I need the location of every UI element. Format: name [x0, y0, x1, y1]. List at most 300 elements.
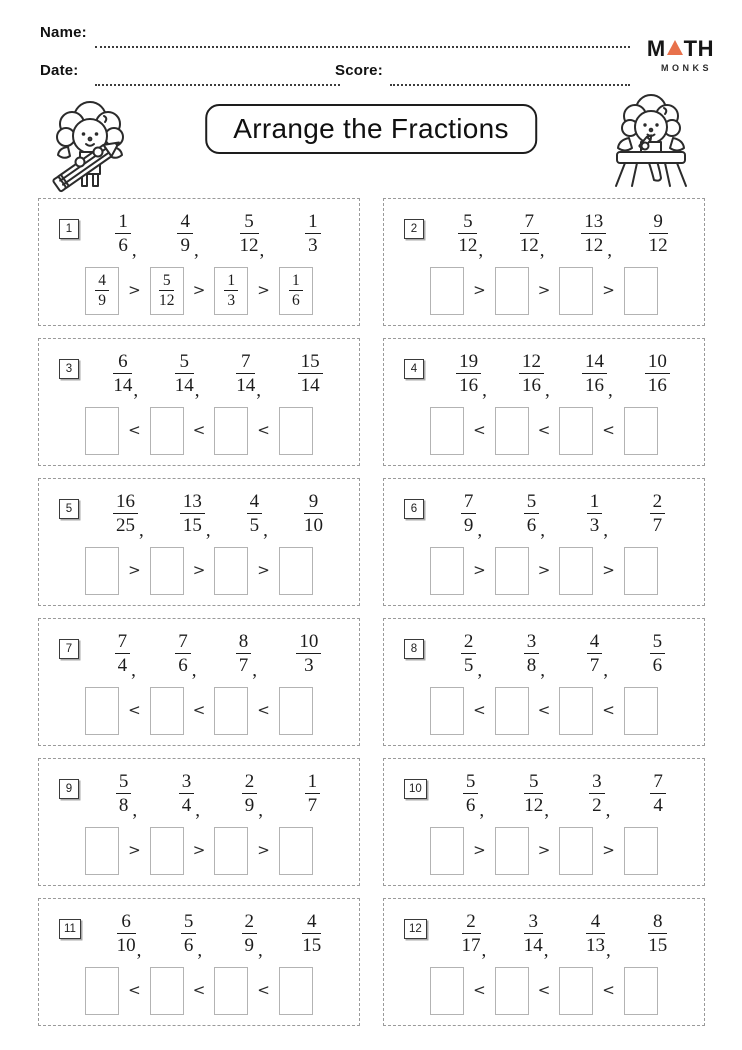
fraction-value	[116, 771, 132, 817]
fraction-value	[305, 211, 321, 257]
answer-box-empty[interactable]	[214, 547, 248, 595]
numerator: 5	[524, 771, 543, 794]
fraction-separator: ,	[607, 240, 612, 262]
denominator: 25	[116, 515, 136, 537]
name-field-line[interactable]	[95, 46, 630, 48]
answer-box-empty[interactable]	[150, 407, 184, 455]
problem-number: 4	[404, 359, 424, 379]
fraction-item	[179, 771, 201, 822]
fraction-separator: ,	[477, 660, 483, 682]
answer-row	[396, 967, 692, 1015]
numerator: 5	[650, 631, 666, 654]
answer-box-empty[interactable]	[85, 687, 119, 735]
denominator: 4	[117, 655, 128, 677]
answer-box-filled	[214, 267, 248, 315]
comparison-symbol: >	[192, 841, 206, 860]
problem-card	[38, 898, 360, 1026]
fraction-value	[179, 771, 195, 817]
denominator: 6	[465, 795, 476, 817]
answer-box-empty[interactable]	[214, 827, 248, 875]
problem-number: 9	[59, 779, 79, 799]
fraction-separator: ,	[545, 380, 550, 402]
problem-number: 3	[59, 359, 79, 379]
fraction-item	[115, 211, 137, 262]
answer-box-empty[interactable]	[430, 267, 464, 315]
fraction-separator: ,	[258, 940, 263, 962]
fraction-separator: ,	[603, 660, 608, 682]
answer-box-empty[interactable]	[430, 547, 464, 595]
answer-box-empty[interactable]	[495, 267, 529, 315]
numerator: 2	[650, 491, 666, 514]
fraction-value	[458, 211, 477, 257]
numerator: 4	[302, 911, 321, 934]
fraction-item	[648, 911, 667, 957]
fraction-separator: ,	[139, 520, 144, 542]
comparison-symbol: <	[537, 981, 551, 1000]
fraction-value	[462, 911, 481, 957]
answer-box-empty[interactable]	[150, 967, 184, 1015]
denominator: 5	[249, 515, 260, 537]
problem-statement	[396, 631, 692, 682]
answer-row	[396, 267, 692, 315]
comparison-symbol: >	[537, 841, 551, 860]
fraction-separator: ,	[132, 800, 138, 822]
fraction-separator: ,	[478, 240, 484, 262]
denominator: 9	[98, 292, 106, 310]
fraction-value	[113, 351, 132, 397]
fraction-item	[649, 211, 668, 257]
problem-statement	[51, 911, 347, 962]
fraction-separator: ,	[605, 800, 611, 822]
answer-box-empty[interactable]	[430, 407, 464, 455]
problem-number: 6	[404, 499, 424, 519]
fraction-value	[302, 911, 321, 957]
fraction-list	[429, 911, 692, 962]
problem-statement	[396, 491, 692, 542]
denominator: 6	[291, 292, 300, 310]
fraction-separator: ,	[258, 800, 263, 822]
numerator: 9	[304, 491, 323, 514]
comparison-symbol: <	[602, 701, 615, 720]
fraction-item	[458, 211, 484, 262]
answer-row	[51, 407, 347, 455]
fraction-item	[180, 491, 211, 542]
fraction-value	[650, 491, 666, 537]
fraction-value	[224, 272, 238, 310]
numerator: 1	[224, 272, 238, 291]
problem-card	[383, 758, 705, 886]
fraction-value	[648, 911, 667, 957]
fraction-separator: ,	[481, 940, 487, 962]
comparison-symbol: <	[473, 421, 486, 440]
denominator: 3	[589, 515, 600, 537]
fraction-separator: ,	[540, 660, 546, 682]
answer-box-empty[interactable]	[624, 547, 658, 595]
answer-box-empty[interactable]	[495, 547, 529, 595]
numerator: 2	[242, 771, 258, 794]
numerator: 5	[175, 351, 194, 374]
fraction-item	[242, 911, 263, 962]
answer-box-empty[interactable]	[559, 967, 593, 1015]
problem-card	[38, 338, 360, 466]
fraction-item	[177, 211, 199, 262]
fraction-item	[645, 351, 670, 397]
denominator: 4	[181, 795, 192, 817]
fraction-value	[589, 771, 605, 817]
logo-text-th: TH	[683, 36, 714, 61]
date-field-line[interactable]	[95, 84, 340, 86]
comparison-symbol: <	[602, 421, 615, 440]
problem-number: 5	[59, 499, 79, 519]
comparison-symbol: >	[537, 281, 551, 300]
fraction-value	[463, 771, 479, 817]
fraction-item	[302, 911, 321, 957]
fraction-separator: ,	[544, 800, 549, 822]
denominator: 7	[307, 795, 318, 817]
fraction-value	[524, 491, 540, 537]
answer-box-empty[interactable]	[430, 687, 464, 735]
answer-box-empty[interactable]	[85, 547, 119, 595]
numerator: 7	[175, 631, 191, 654]
numerator: 9	[649, 211, 668, 234]
fraction-separator: ,	[131, 660, 136, 682]
fraction-separator: ,	[479, 800, 485, 822]
fraction-item	[587, 631, 608, 682]
numerator: 7	[650, 771, 666, 794]
numerator: 13	[180, 491, 205, 514]
fraction-value	[242, 771, 258, 817]
fraction-item	[305, 211, 321, 257]
denominator: 8	[118, 795, 129, 817]
comparison-symbol: >	[473, 281, 486, 300]
fraction-value	[115, 211, 131, 257]
answer-box-empty[interactable]	[85, 407, 119, 455]
fraction-value	[524, 771, 543, 817]
denominator: 7	[652, 515, 663, 537]
fraction-separator: ,	[136, 940, 142, 962]
comparison-symbol: >	[602, 281, 615, 300]
fraction-separator: ,	[259, 240, 265, 262]
numerator: 1	[587, 491, 603, 514]
denominator: 6	[183, 935, 194, 957]
fraction-value	[456, 351, 481, 397]
numerator: 6	[113, 351, 132, 374]
answer-box-empty[interactable]	[495, 687, 529, 735]
numerator: 1	[115, 211, 131, 234]
numerator: 8	[236, 631, 252, 654]
answer-box-empty[interactable]	[559, 407, 593, 455]
problem-statement	[396, 351, 692, 402]
fraction-list	[81, 631, 347, 682]
fraction-value	[587, 491, 603, 537]
fraction-item	[236, 351, 261, 402]
fraction-value	[175, 631, 191, 677]
fraction-value	[180, 491, 205, 537]
denominator: 16	[459, 375, 479, 397]
fraction-item	[524, 771, 549, 822]
problem-card	[383, 338, 705, 466]
fraction-item	[115, 631, 136, 682]
problem-card	[38, 618, 360, 746]
fraction-value	[159, 272, 175, 310]
fraction-item	[116, 771, 138, 822]
denominator: 12	[648, 235, 668, 257]
score-field-line[interactable]	[390, 84, 630, 86]
fraction-item	[524, 491, 546, 542]
fraction-item	[305, 771, 321, 817]
answer-row	[396, 687, 692, 735]
denominator: 5	[463, 655, 474, 677]
answer-row	[396, 547, 692, 595]
fraction-separator: ,	[477, 520, 483, 542]
answer-box-empty[interactable]	[559, 827, 593, 875]
comparison-symbol: <	[257, 981, 270, 1000]
numerator: 2	[242, 911, 258, 934]
comparison-symbol: >	[257, 841, 270, 860]
answer-box-empty[interactable]	[279, 827, 313, 875]
denominator: 15	[182, 515, 202, 537]
problem-statement	[396, 771, 692, 822]
fraction-value	[461, 491, 477, 537]
numerator: 13	[581, 211, 606, 234]
fraction-value	[242, 911, 258, 957]
numerator: 4	[586, 911, 605, 934]
fraction-value	[236, 351, 255, 397]
numerator: 8	[648, 911, 667, 934]
fraction-value	[645, 351, 670, 397]
denominator: 14	[236, 375, 256, 397]
worksheet-title: Arrange the Fractions	[233, 113, 509, 144]
comparison-symbol: <	[128, 701, 141, 720]
answer-row	[396, 827, 692, 875]
denominator: 9	[180, 235, 190, 257]
fraction-item	[587, 491, 608, 542]
denominator: 14	[113, 375, 133, 397]
fraction-item	[524, 631, 546, 682]
problem-number: 12	[404, 919, 427, 939]
fraction-list	[426, 211, 692, 262]
comparison-symbol: >	[192, 561, 206, 580]
denominator: 14	[174, 375, 194, 397]
comparison-symbol: >	[473, 841, 486, 860]
numerator: 3	[589, 771, 605, 794]
fraction-list	[81, 771, 347, 822]
fraction-item	[181, 911, 203, 962]
comparison-symbol: <	[602, 981, 615, 1000]
fraction-separator: ,	[195, 800, 201, 822]
fraction-value	[175, 351, 194, 397]
answer-box-empty[interactable]	[495, 407, 529, 455]
problem-number: 10	[404, 779, 427, 799]
answer-box-empty[interactable]	[214, 687, 248, 735]
answer-box-empty[interactable]	[559, 687, 593, 735]
answer-box-empty[interactable]	[624, 407, 658, 455]
fraction-list	[81, 491, 347, 542]
numerator: 5	[458, 211, 477, 234]
answer-box-empty[interactable]	[150, 827, 184, 875]
fraction-item	[586, 911, 611, 962]
fraction-value	[649, 211, 668, 257]
fraction-item	[175, 631, 197, 682]
fraction-list	[429, 771, 692, 822]
answer-box-empty[interactable]	[279, 407, 313, 455]
answer-box-empty[interactable]	[624, 967, 658, 1015]
answer-box-empty[interactable]	[150, 547, 184, 595]
answer-box-empty[interactable]	[559, 547, 593, 595]
fraction-item	[650, 491, 666, 537]
fraction-item	[116, 911, 142, 962]
score-label: Score:	[335, 62, 383, 79]
comparison-symbol: <	[473, 701, 486, 720]
date-label: Date:	[40, 62, 79, 79]
numerator: 5	[524, 491, 540, 514]
numerator: 5	[159, 272, 175, 291]
fraction-value	[305, 771, 321, 817]
fraction-item	[239, 211, 265, 262]
fraction-separator: ,	[540, 520, 546, 542]
answer-box-filled	[279, 267, 313, 315]
denominator: 12	[239, 235, 259, 257]
answer-box-empty[interactable]	[150, 687, 184, 735]
fraction-value	[240, 211, 259, 257]
numerator: 5	[116, 771, 132, 794]
fraction-value	[581, 211, 606, 257]
fraction-separator: ,	[256, 380, 261, 402]
denominator: 4	[653, 795, 663, 817]
fraction-item	[523, 911, 549, 962]
numerator: 4	[177, 211, 193, 234]
fraction-item	[113, 491, 144, 542]
denominator: 14	[523, 935, 543, 957]
comparison-symbol: <	[192, 421, 206, 440]
denominator: 6	[178, 655, 188, 677]
comparison-symbol: <	[128, 421, 141, 440]
denominator: 10	[303, 515, 323, 537]
answer-row	[51, 547, 347, 595]
comparison-symbol: >	[602, 841, 615, 860]
fraction-item	[174, 351, 200, 402]
answer-box-filled	[85, 267, 119, 315]
name-label: Name:	[40, 24, 87, 41]
denominator: 9	[244, 935, 255, 957]
fraction-value	[304, 491, 323, 537]
problem-number: 8	[404, 639, 424, 659]
answer-box-empty[interactable]	[279, 687, 313, 735]
fraction-value	[586, 911, 605, 957]
fraction-value	[298, 351, 323, 397]
fraction-item	[519, 351, 550, 402]
fraction-list	[426, 631, 692, 682]
comparison-symbol: <	[257, 421, 270, 440]
fraction-separator: ,	[263, 520, 268, 542]
answer-box-empty[interactable]	[214, 407, 248, 455]
comparison-symbol: >	[128, 561, 141, 580]
numerator: 2	[462, 911, 481, 934]
fraction-item	[242, 771, 263, 822]
answer-box-empty[interactable]	[624, 827, 658, 875]
denominator: 7	[238, 655, 249, 677]
fraction-value	[650, 631, 666, 677]
fraction-value	[117, 911, 136, 957]
denominator: 7	[589, 655, 600, 677]
fraction-separator: ,	[205, 520, 211, 542]
fraction-separator: ,	[252, 660, 258, 682]
comparison-symbol: >	[192, 281, 206, 300]
comparison-symbol: <	[537, 421, 551, 440]
fraction-item	[113, 351, 139, 402]
numerator: 15	[298, 351, 323, 374]
fraction-value	[236, 631, 252, 677]
fraction-value	[524, 911, 543, 957]
answer-box-empty[interactable]	[624, 267, 658, 315]
kid-at-desk-illustration	[598, 88, 704, 197]
fraction-item	[519, 211, 545, 262]
answer-box-empty[interactable]	[495, 967, 529, 1015]
problem-card	[38, 758, 360, 886]
problem-number: 1	[59, 219, 79, 239]
fraction-separator: ,	[603, 520, 608, 542]
answer-box-empty[interactable]	[279, 967, 313, 1015]
fraction-item	[236, 631, 258, 682]
numerator: 4	[247, 491, 263, 514]
answer-box-empty[interactable]	[430, 827, 464, 875]
answer-box-empty[interactable]	[279, 547, 313, 595]
answer-box-empty[interactable]	[495, 827, 529, 875]
denominator: 3	[227, 292, 236, 310]
fraction-item	[461, 911, 487, 962]
numerator: 7	[520, 211, 539, 234]
fraction-value	[247, 491, 263, 537]
numerator: 1	[305, 211, 321, 234]
denominator: 2	[592, 795, 602, 817]
answer-row	[51, 267, 347, 315]
answer-box-empty[interactable]	[430, 967, 464, 1015]
fraction-value	[177, 211, 193, 257]
fraction-value	[520, 211, 539, 257]
fraction-separator: ,	[607, 380, 613, 402]
numerator: 14	[582, 351, 607, 374]
answer-box-empty[interactable]	[214, 967, 248, 1015]
answer-box-empty[interactable]	[85, 967, 119, 1015]
answer-box-filled	[150, 267, 184, 315]
fraction-item	[650, 631, 666, 677]
answer-box-empty[interactable]	[85, 827, 119, 875]
denominator: 12	[519, 235, 539, 257]
logo-subtext: MONKS	[661, 63, 712, 73]
fraction-value	[115, 631, 131, 677]
problem-card	[383, 898, 705, 1026]
numerator: 5	[181, 911, 197, 934]
answer-box-empty[interactable]	[559, 267, 593, 315]
denominator: 8	[526, 655, 537, 677]
comparison-symbol: <	[257, 701, 270, 720]
fraction-item	[247, 491, 268, 542]
numerator: 1	[289, 272, 303, 291]
answer-box-empty[interactable]	[624, 687, 658, 735]
denominator: 17	[461, 935, 481, 957]
problem-statement	[51, 771, 347, 822]
fraction-item	[461, 631, 483, 682]
comparison-symbol: >	[128, 281, 141, 300]
denominator: 12	[458, 235, 478, 257]
comparison-symbol: >	[537, 561, 551, 580]
fraction-separator: ,	[539, 240, 545, 262]
fraction-separator: ,	[482, 380, 487, 402]
fraction-list	[426, 351, 692, 402]
numerator: 5	[463, 771, 479, 794]
fraction-item	[304, 491, 323, 537]
numerator: 10	[645, 351, 670, 374]
